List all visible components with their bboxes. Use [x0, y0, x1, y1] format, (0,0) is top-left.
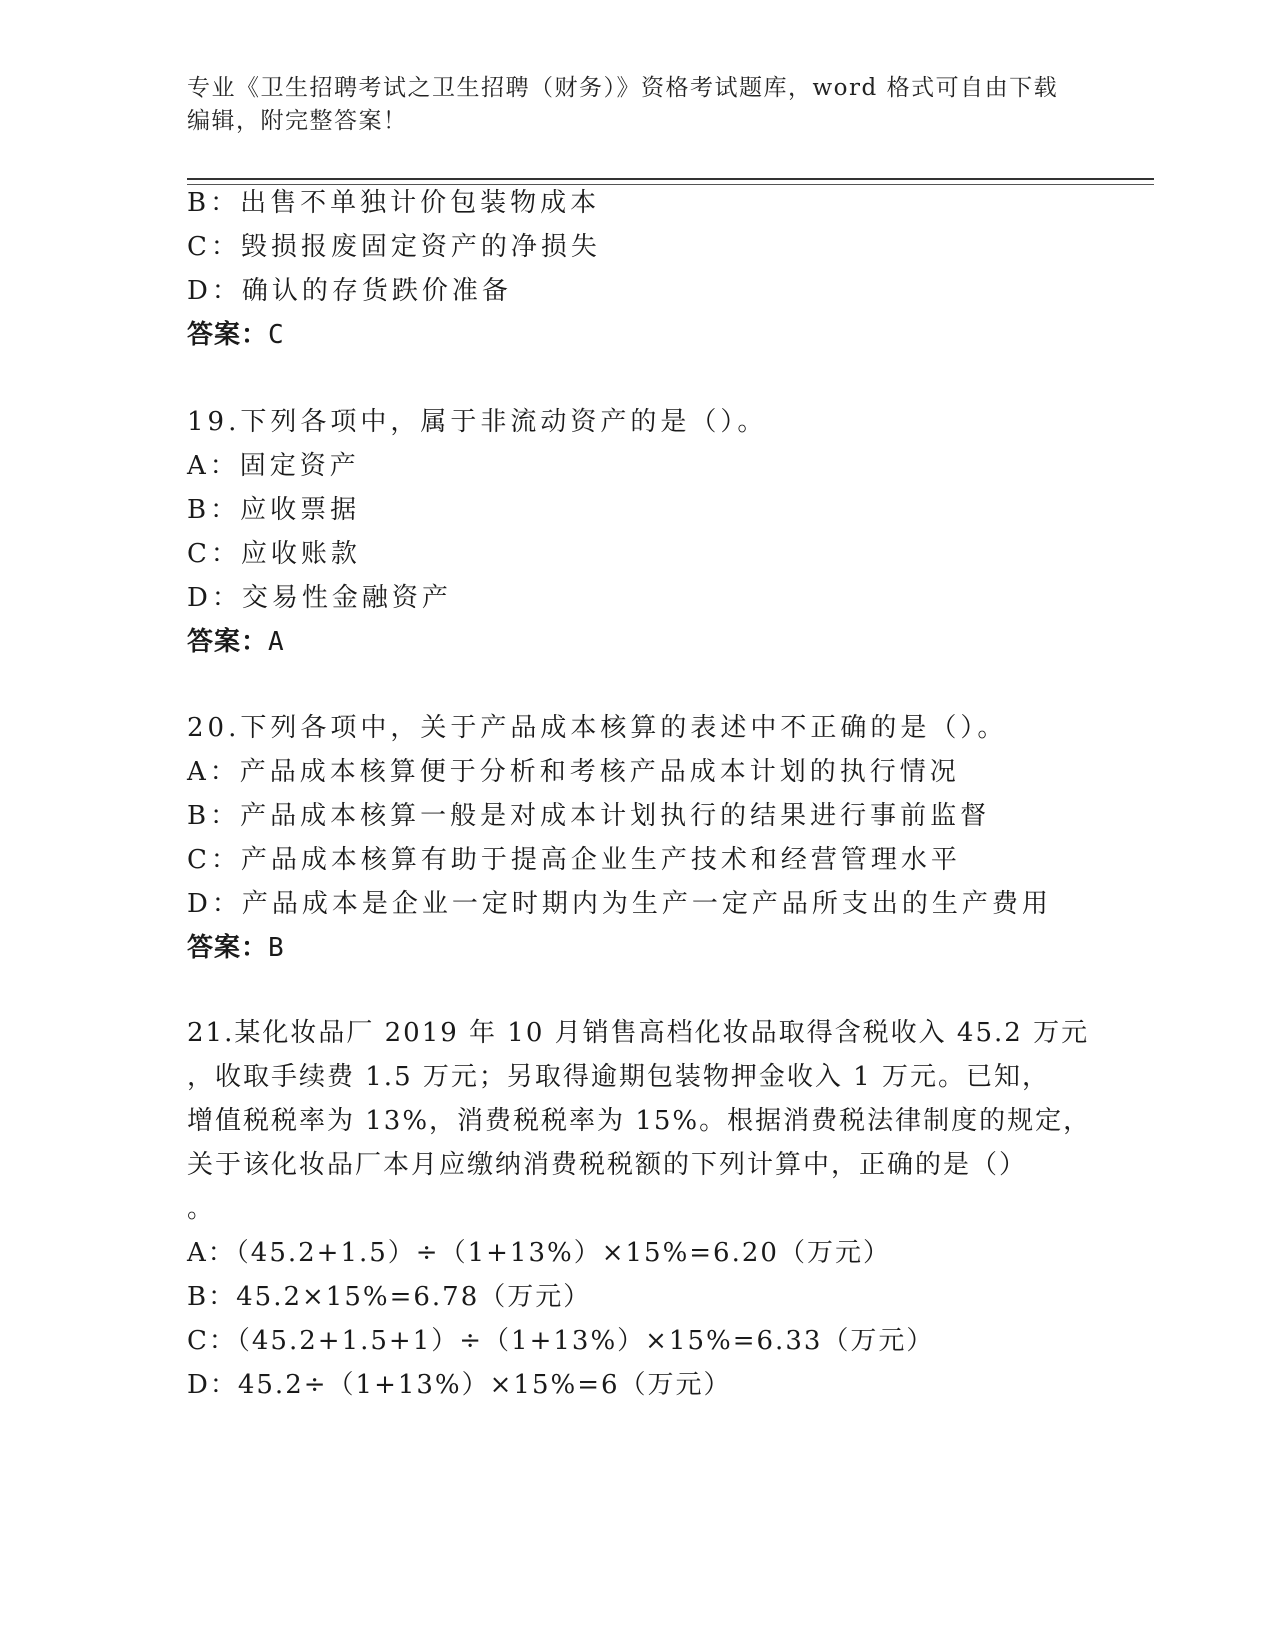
- q18-option-d: D：确认的存货跌价准备: [187, 276, 512, 306]
- q20-answer: [187, 931, 285, 965]
- q19-stem: 19.下列各项中，属于非流动资产的是（）。: [187, 407, 768, 437]
- q18-answer-value: C: [268, 320, 285, 350]
- q18-option-b: B：出售不单独计价包装物成本: [187, 188, 601, 218]
- q19-answer-label: 答案：: [187, 627, 269, 657]
- q21-stem-line-4: 关于该化妆品厂本月应缴纳消费税税额的下列计算中，正确的是（）: [187, 1150, 1028, 1180]
- q21-stem-line-3: 增值税税率为 13%，消费税税率为 15%。根据消费税法律制度的规定，: [187, 1106, 1092, 1136]
- q20-option-d: D：产品成本是企业一定时期内为生产一定产品所支出的生产费用: [187, 889, 1052, 919]
- q18-answer-label: 答案：: [187, 320, 269, 350]
- q20-answer-value: B: [268, 933, 285, 963]
- q19-option-a: A：固定资产: [187, 451, 360, 481]
- q21-option-c: C：（45.2+1.5+1）÷（1+13%）×15%=6.33（万元）: [187, 1326, 935, 1356]
- q18-option-c: C：毁损报废固定资产的净损失: [187, 232, 601, 262]
- q19-answer-value: A: [268, 627, 285, 657]
- q19-option-d: D：交易性金融资产: [187, 583, 452, 613]
- q20-option-c: C：产品成本核算有助于提高企业生产技术和经营管理水平: [187, 845, 961, 875]
- q19-answer: [187, 625, 285, 659]
- q20-answer-label: 答案：: [187, 933, 269, 963]
- header-divider-thin: [187, 184, 1154, 185]
- q21-stem-line-2: ，收取手续费 1.5 万元；另取得逾期包装物押金收入 1 万元。已知，: [187, 1062, 1050, 1092]
- q21-stem-line-5: 。: [187, 1194, 216, 1224]
- header-line-2: 编辑，附完整答案！: [187, 108, 408, 134]
- q20-stem: 20.下列各项中，关于产品成本核算的表述中不正确的是（）。: [187, 713, 1008, 743]
- q20-option-b: B：产品成本核算一般是对成本计划执行的结果进行事前监督: [187, 801, 991, 831]
- q19-option-c: C：应收账款: [187, 539, 361, 569]
- q21-option-a: A：（45.2+1.5）÷（1+13%）×15%=6.20（万元）: [187, 1238, 891, 1268]
- q20-option-a: A：产品成本核算便于分析和考核产品成本计划的执行情况: [187, 757, 960, 787]
- header-divider-thick: [187, 178, 1154, 180]
- q21-option-d: D：45.2÷（1+13%）×15%=6（万元）: [187, 1370, 732, 1400]
- q21-option-b: B：45.2×15%=6.78（万元）: [187, 1282, 592, 1312]
- header-line-1: 专业《卫生招聘考试之卫生招聘（财务）》资格考试题库，word 格式可自由下载: [187, 75, 1059, 101]
- q21-stem-line-1: 21.某化妆品厂 2019 年 10 月销售高档化妆品取得含税收入 45.2 万元: [187, 1018, 1090, 1048]
- q19-option-b: B：应收票据: [187, 495, 361, 525]
- document-header: [187, 72, 1067, 138]
- q18-answer: [187, 318, 285, 352]
